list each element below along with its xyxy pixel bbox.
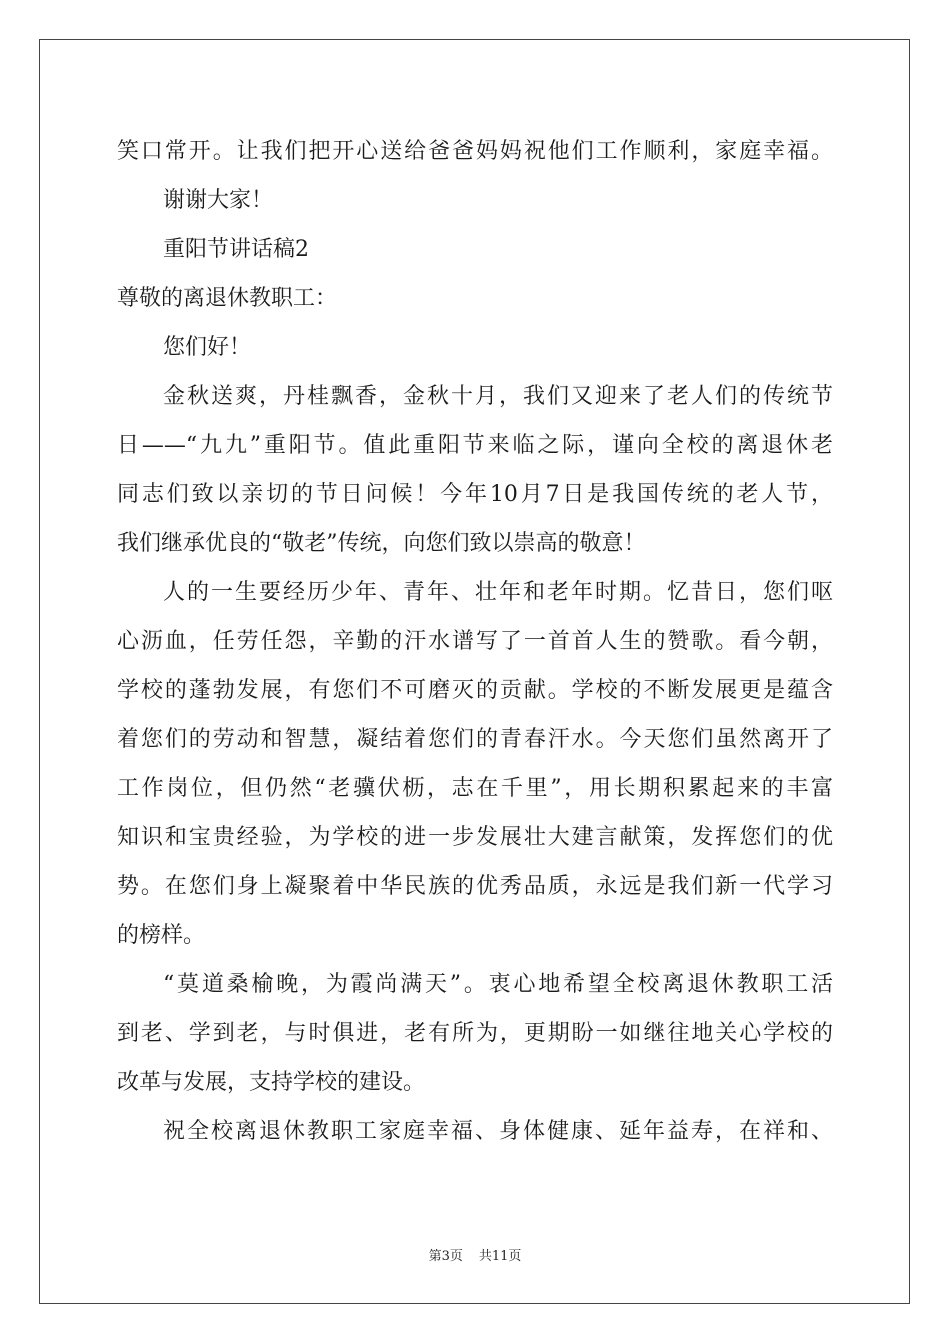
salutation: 尊敬的离退休教职工： (117, 286, 338, 311)
section-heading: 重阳节讲话稿2 (163, 237, 309, 262)
text-line: 心沥血，任劳任怨，辛勤的汗水谱写了一首首人生的赞歌。看今朝， (117, 629, 833, 654)
text-line: 工作岗位，但仍然“老骥伏枥，志在千里”，用长期积累起来的丰富 (117, 776, 833, 801)
page-number: 第3页 (428, 1249, 463, 1264)
text-line: 笑口常开。让我们把开心送给爸爸妈妈祝他们工作顺利，家庭幸福。 (117, 139, 833, 164)
text-line: 人的一生要经历少年、青年、壮年和老年时期。忆昔日，您们呕 (163, 580, 833, 605)
text-line: 同志们致以亲切的节日问候！今年10月7日是我国传统的老人节， (117, 482, 833, 507)
text-line: 着您们的劳动和智慧，凝结着您们的青春汗水。今天您们虽然离开了 (117, 727, 833, 752)
text-line: 日——“九九”重阳节。值此重阳节来临之际，谨向全校的离退休老 (117, 433, 833, 458)
text-line: 改革与发展，支持学校的建设。 (117, 1070, 426, 1095)
text-line: 到老、学到老，与时俱进，老有所为，更期盼一如继往地关心学校的 (117, 1021, 833, 1046)
greeting: 您们好！ (163, 335, 252, 360)
text-line: 势。在您们身上凝聚着中华民族的优秀品质，永远是我们新一代学习 (117, 874, 833, 899)
text-line: 的榜样。 (117, 923, 206, 948)
page-total: 共11页 (478, 1249, 522, 1264)
text-line: 学校的蓬勃发展，有您们不可磨灭的贡献。学校的不断发展更是蕴含 (117, 678, 833, 703)
text-line: 知识和宝贵经验，为学校的进一步发展壮大建言献策，发挥您们的优 (117, 825, 833, 850)
text-line: 我们继承优良的“敬老”传统，向您们致以崇高的敬意！ (117, 531, 646, 556)
text-line: 谢谢大家！ (163, 188, 274, 213)
text-line: 祝全校离退休教职工家庭幸福、身体健康、延年益寿，在祥和、 (163, 1119, 833, 1144)
page-footer (0, 1245, 950, 1264)
text-line: 金秋送爽，丹桂飘香，金秋十月，我们又迎来了老人们的传统节 (163, 384, 833, 409)
text-line: “莫道桑榆晚，为霞尚满天”。衷心地希望全校离退休教职工活 (163, 972, 833, 997)
document-body (117, 127, 833, 1156)
